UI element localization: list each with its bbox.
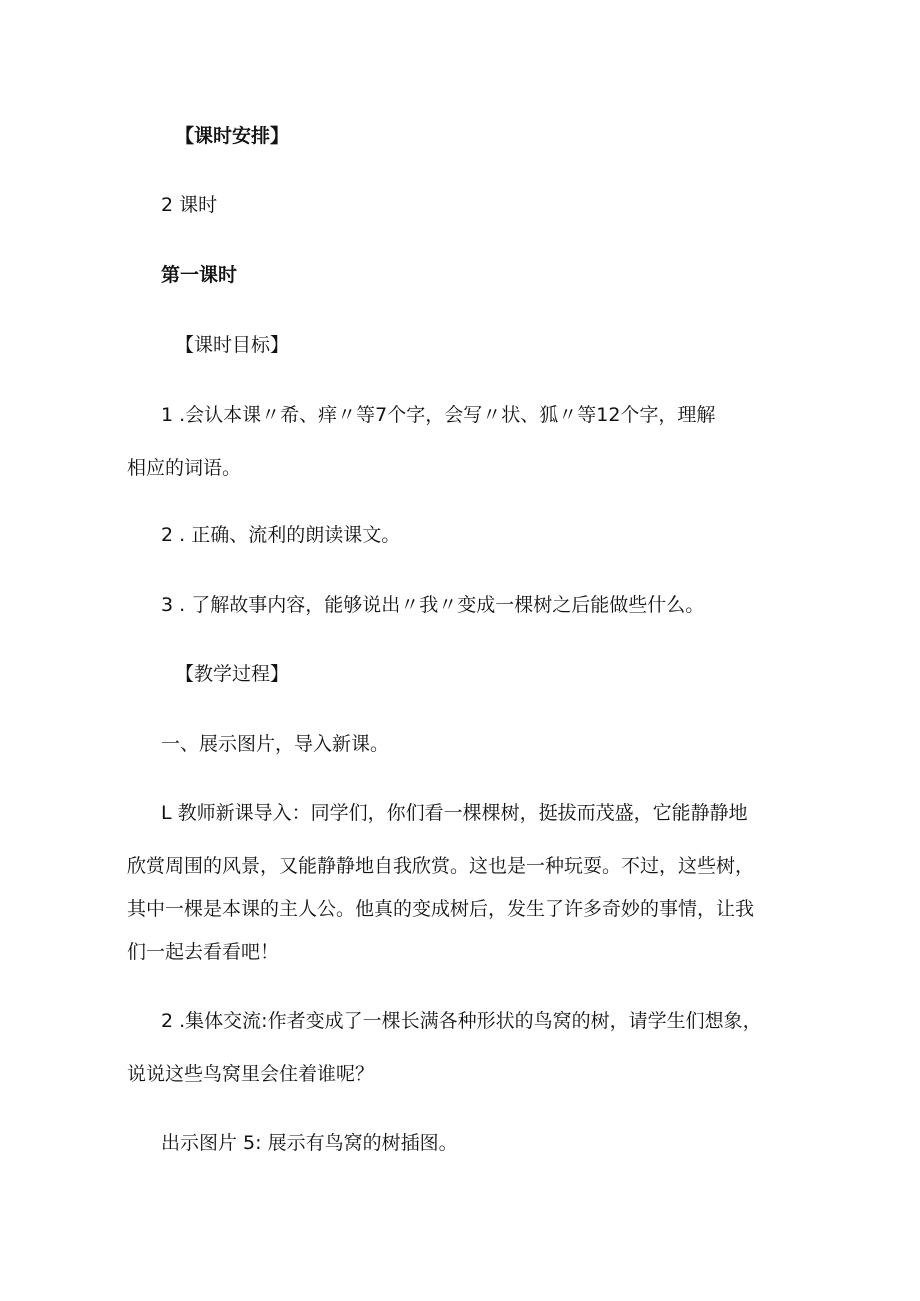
goals-heading: 【课时目标】: [175, 334, 290, 356]
step-1-line-1: L 教师新课导入：同学们，你们看一棵棵树，挺拔而茂盛，它能静静地: [161, 802, 748, 824]
goal-3: 3 . 了解故事内容，能够说出〃我〃变成一棵树之后能做些什么。: [161, 594, 705, 616]
goal-1-line-2: 相应的词语。: [127, 457, 242, 479]
step-1-line-3: 其中一棵是本课的主人公。他真的变成树后，发生了许多奇妙的事情，让我: [127, 898, 755, 920]
process-heading: 【教学过程】: [175, 663, 290, 685]
step-2-line-1: 2 .集体交流:作者变成了一棵长满各种形状的鸟窝的树，请学生们想象，: [161, 1010, 762, 1032]
lesson-heading: 第一课时: [161, 264, 238, 286]
step-2-line-2: 说说这些鸟窝里会住着谁呢？: [127, 1063, 375, 1085]
step-1-line-4: 们一起去看看吧！: [127, 941, 280, 963]
section-1-title: 一、展示图片，导入新课。: [161, 733, 390, 755]
goal-1-line-1: 1 .会认本课〃希、痒〃等7个字，会写〃状、狐〃等12个字，理解: [161, 404, 716, 426]
step-3: 出示图片 5: 展示有鸟窝的树插图。: [161, 1132, 458, 1154]
schedule-value: 2 课时: [161, 194, 218, 216]
schedule-heading: 【课时安排】: [175, 125, 290, 147]
goal-2: 2 . 正确、流利的朗读课文。: [161, 524, 401, 546]
step-1-line-2: 欣赏周围的风景，又能静静地自我欣赏。这也是一种玩耍。不过，这些树，: [127, 855, 755, 877]
